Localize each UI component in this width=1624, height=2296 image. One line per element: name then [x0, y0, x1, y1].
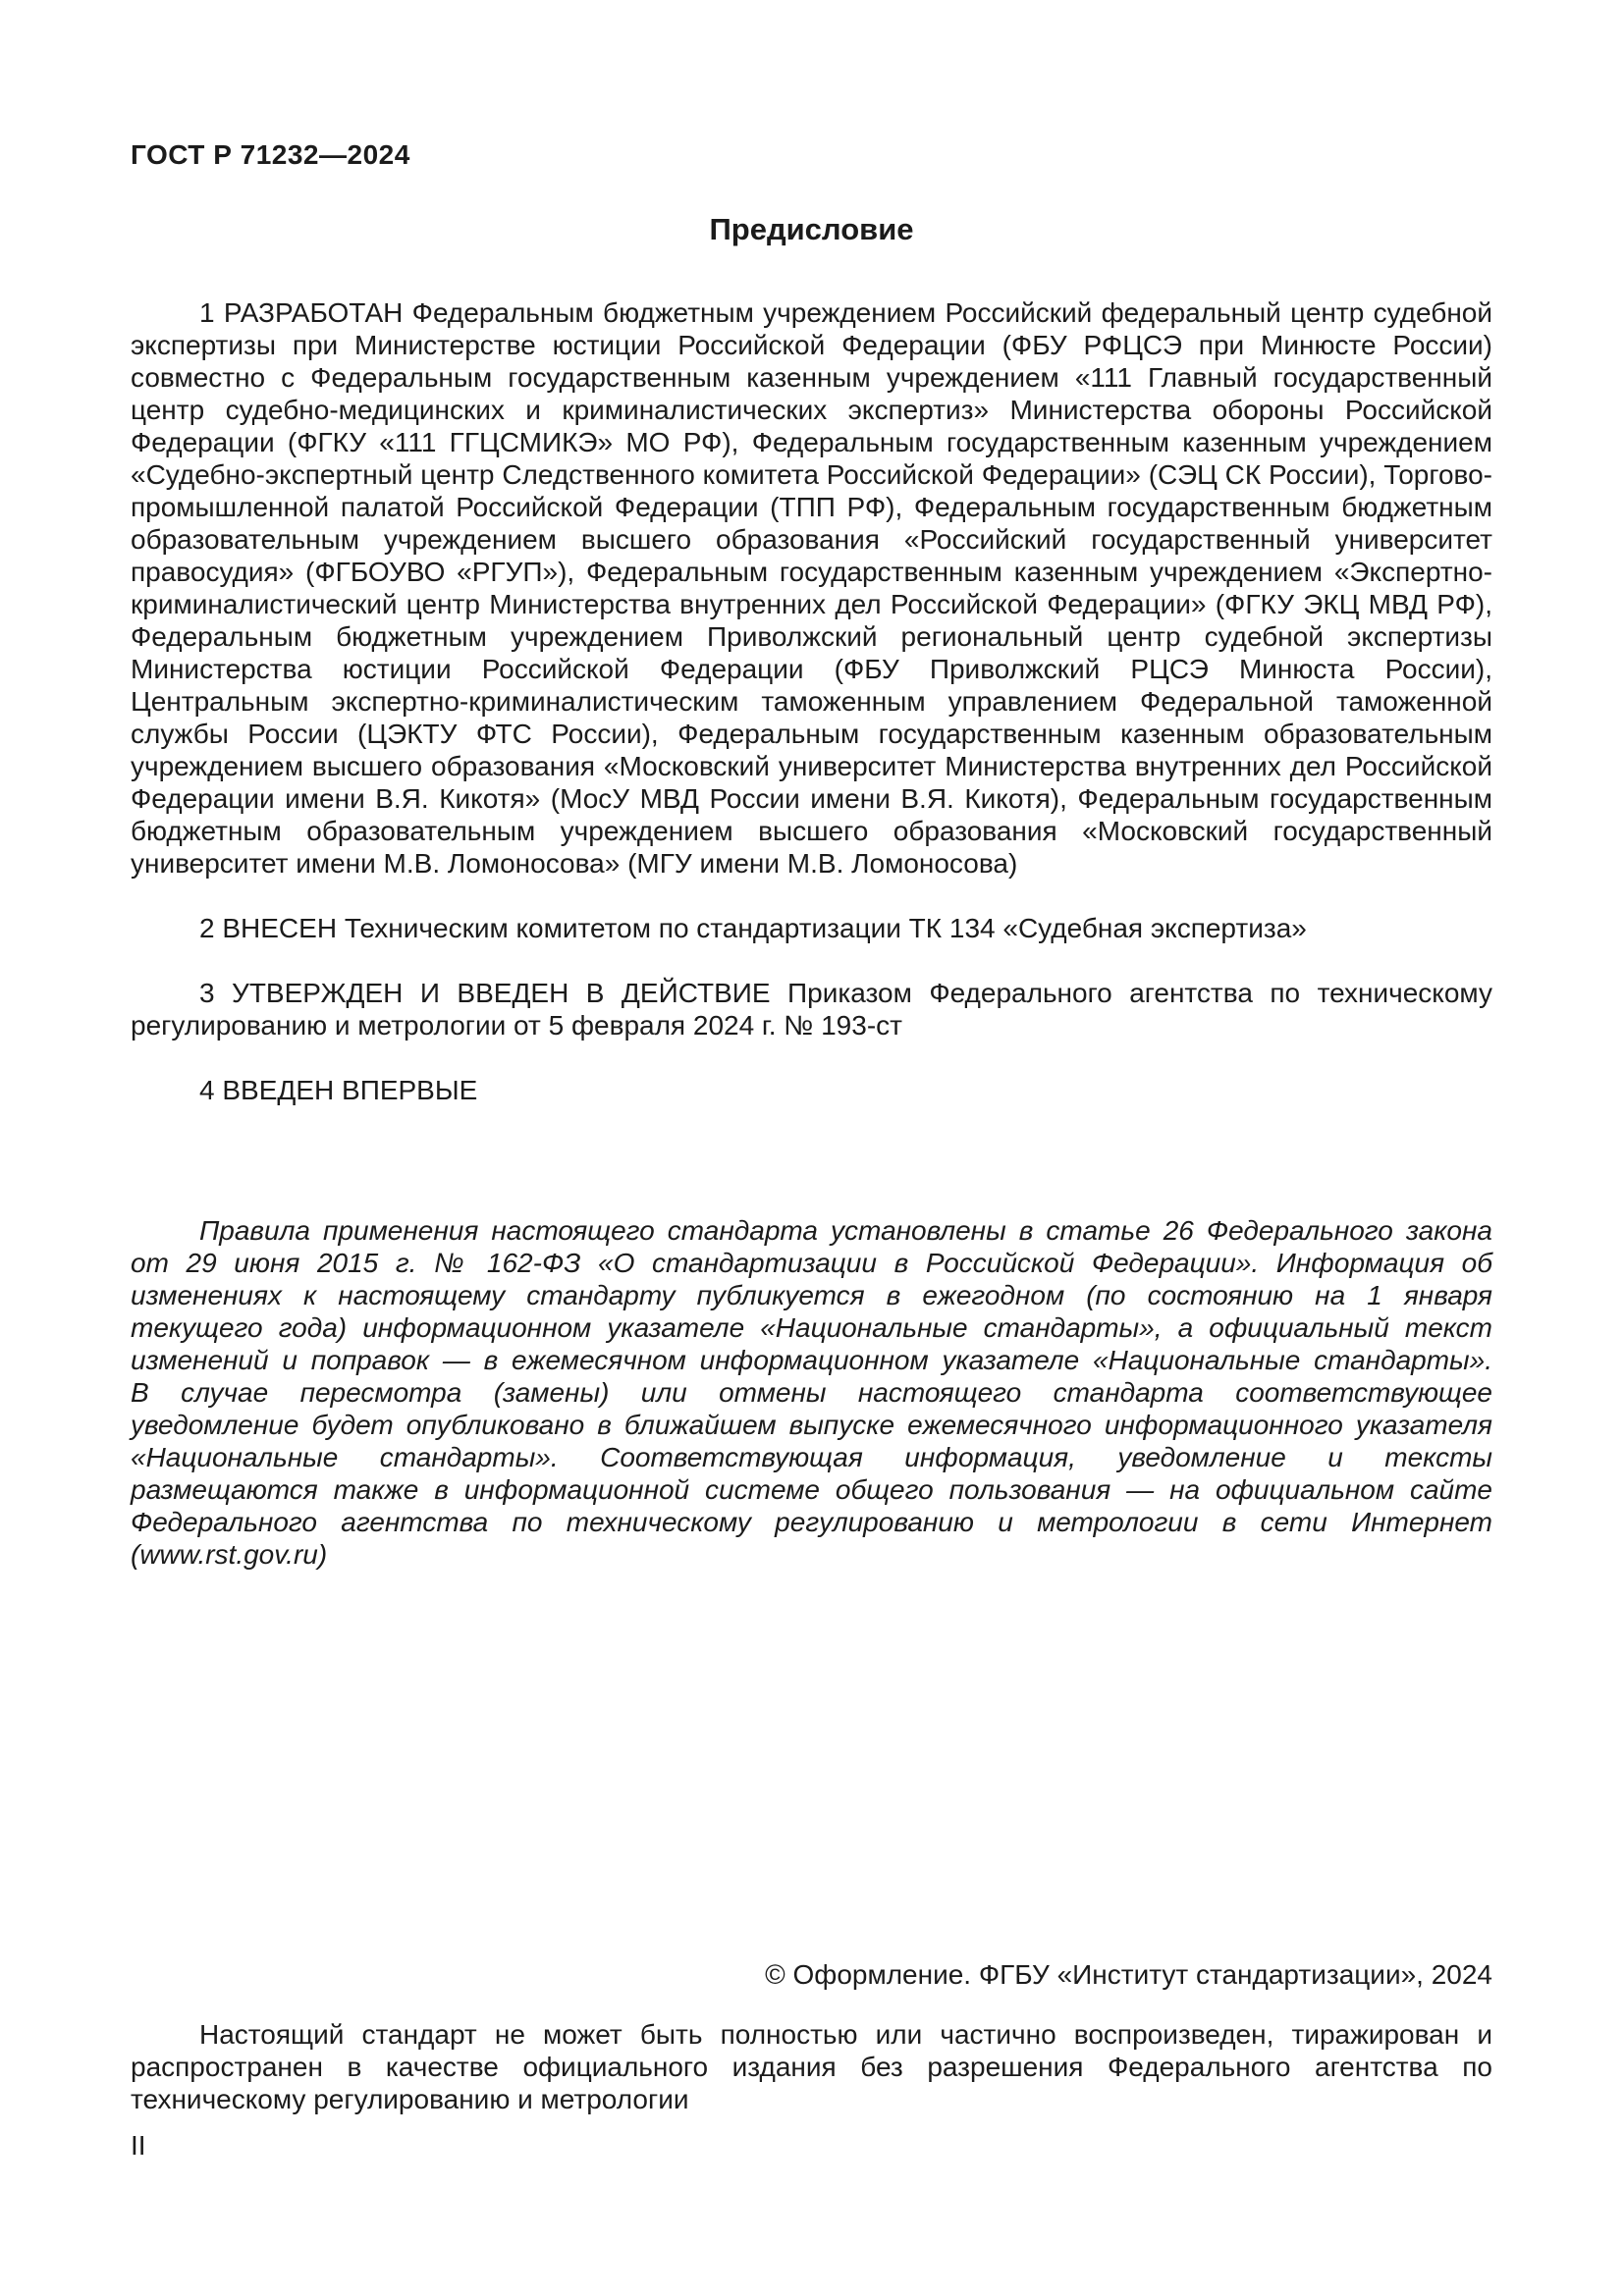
copyright-line: © Оформление. ФГБУ «Институт стандартизации», 2024: [765, 1959, 1492, 1990]
foreword-paragraph-approved: 3 УТВЕРЖДЕН И ВВЕДЕН В ДЕЙСТВИЕ Приказом Федерального агентства по техническому регулированию и метрологии от 5 февраля 2024 г. № 193-ст: [131, 978, 1492, 1041]
foreword-paragraph-introduced: 4 ВВЕДЕН ВПЕРВЫЕ: [199, 1075, 478, 1105]
page-number: II: [131, 2130, 146, 2161]
document-code-header: ГОСТ Р 71232—2024: [131, 139, 410, 170]
page-title: Предисловие: [709, 212, 914, 246]
reproduction-restriction-notice: Настоящий стандарт не может быть полностью или частично воспроизведен, тиражирован и распространен в качестве официального издания без разрешения Федерального агентства по техническому регулированию и метрологии: [131, 2019, 1492, 2114]
foreword-paragraph-developed: 1 РАЗРАБОТАН Федеральным бюджетным учреждением Российский федеральный центр судебной экспертизы при Министерстве юстиции Российской Федерации (ФБУ РФЦСЭ при Минюсте России) совместно с Федеральным государственным казенным учреждением «111 Главный государственный центр судебно-медицинских и криминалистических экспертиз» Министерства обороны Российской Федерации (ФГКУ «111 ГГЦСМИКЭ» МО РФ), Федеральным государственным казенным учреждением «Судебно-экспертный центр Следственного комитета Российской Федерации» (СЭЦ СК России), Торгово-промышленной палатой Российской Федерации (ТПП РФ), Федеральным государственным бюджетным образовательным учреждением высшего образования «Российский государственный университет правосудия» (ФГБОУВО «РГУП»), Федеральным государственным казенным учреждением «Экспертно-криминалистический центр Министерства внутренних дел Российской Федерации» (ФГКУ ЭКЦ МВД РФ), Федеральным бюджетным учреждением Приволжский региональный центр судебной экспертизы Министерства юстиции Российской Федерации (ФБУ Приволжский РЦСЭ Минюста России), Центральным экспертно-криминалистическим таможенным управлением Федеральной таможенной службы России (ЦЭКТУ ФТС России), Федеральным государственным казенным образовательным учреждением высшего образования «Московский университет Министерства внутренних дел Российской Федерации имени В.Я. Кикотя» (МосУ МВД России имени В.Я. Кикотя), Федеральным государственным бюджетным образовательным учреждением высшего образования «Московский государственный университет имени М.В. Ломоносова» (МГУ имени М.В. Ломоносова): [131, 297, 1492, 879]
application-rules-notice: Правила применения настоящего стандарта установлены в статье 26 Федерального закона от 29 июня 2015 г. № 162-ФЗ «О стандартизации в Российской Федерации». Информация об изменениях к настоящему стандарту публикуется в ежегодном (по состоянию на 1 января текущего года) информационном указателе «Национальные стандарты», а официальный текст изменений и поправок — в ежемесячном информационном указателе «Национальные стандарты». В случае пересмотра (замены) или отмены настоящего стандарта соответствующее уведомление будет опубликовано в ближайшем выпуске ежемесячного информационного указателя «Национальные стандарты». Соответствующая информация, уведомление и тексты размещаются также в информационной системе общего пользования — на официальном сайте Федерального агентства по техническому регулированию и метрологии в сети Интернет (www.rst.gov.ru): [131, 1215, 1492, 1570]
foreword-paragraph-submitted: 2 ВНЕСЕН Техническим комитетом по стандартизации ТК 134 «Судебная экспертиза»: [199, 913, 1307, 943]
